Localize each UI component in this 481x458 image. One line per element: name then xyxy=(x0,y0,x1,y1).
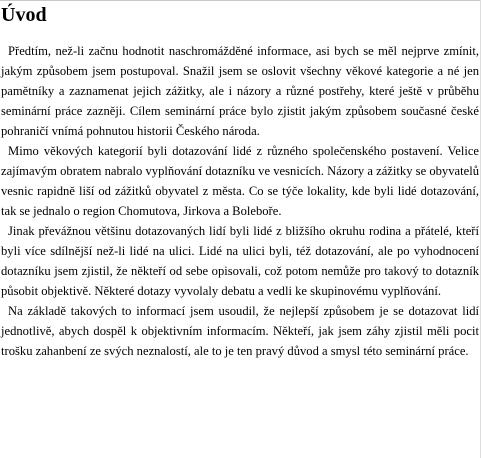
paragraph-1: Předtím, než-li začnu hodnotit naschromážděné informace, asi bych se měl nejprve zmínit, jakým způsobem jsem postupoval. Snažil jsem se oslovit všechny věkové kategorie a né jen pamětníky a zaznamenat jejich zážitky, ale i názory a různé postřehy, které ještě v průběhu seminární práce zazněji. Cílem seminární práce bylo zjistit jakým způsobem současné české pohraničí vnímá pohnutou historii Českého národa. xyxy=(1,44,479,138)
page-top-border xyxy=(0,0,481,1)
document-heading: Úvod xyxy=(1,4,47,26)
paragraph-4: Na základě takových to informací jsem usoudil, že nejlepší způsobem je se dotazovat lidí jednotlivě, abych dospěl k objektivním informacím. Někteří, jak jsem záhy zjistil měli pocit trošku zahanbení ze svých neznalostí, ale to je ten pravý důvod a smysl této seminární práce. xyxy=(1,304,479,358)
paragraph-2: Mimo věkových kategorií byli dotazování lidé z různého společenského postavení. Velice zajímavým obratem nabralo vyplňování dotazníku ve vesnicích. Názory a zážitky se obyvatelů vesnic rapidně liší od zážitků obyvatel z města. Co se týče lokality, kde byli lidé dotazování, tak se jednalo o region Chomutova, Jirkova a Boleboře. xyxy=(1,144,479,218)
document-body xyxy=(1,41,479,361)
paragraph-3: Jinak převážnou většinu dotazovaných lidí byli lidé z bližšího okruhu rodina a přátelé, kteří byli více sdílnější než-li lidé na ulici. Lidé na ulici byli, též dotazování, ale po vyhodnocení dotazníku jsem zjistil, že někteří od sebe opisovali, což potom nemůže pro takový to dotazník působit objektivě. Některé dotazy vyvolaly debatu a vedli ke skupinovému vyplňování. xyxy=(1,224,479,298)
